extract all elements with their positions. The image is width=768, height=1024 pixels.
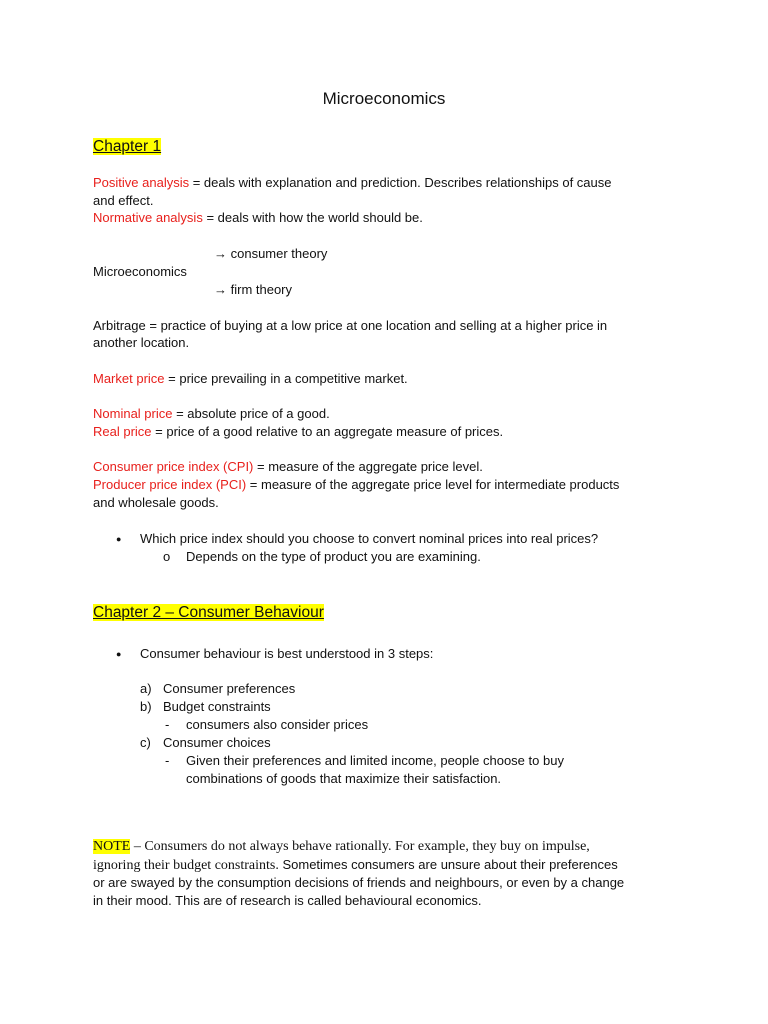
- chapter-1-heading: [93, 137, 161, 157]
- nominal-price-term: Nominal price: [93, 406, 173, 421]
- note-line-3: or are swayed by the consumption decisions of friends and neighbours, or even by a change: [93, 875, 625, 890]
- ppi-line-2: and wholesale goods.: [93, 495, 219, 510]
- chapter-2-heading: [93, 603, 324, 623]
- step-a-marker: a): [140, 681, 152, 696]
- ppi-line: [93, 476, 619, 494]
- note-text: – Consumers do not always behave rationally. For example, they buy on impulse,: [130, 839, 590, 854]
- step-b-text: Budget constraints: [163, 699, 271, 714]
- bullet-icon: ●: [116, 534, 122, 544]
- nominal-price-line: [93, 405, 330, 423]
- chapter-1-heading-text: Chapter 1: [93, 138, 162, 155]
- right-arrow-icon: →: [214, 246, 227, 261]
- real-price-definition: = price of a good relative to an aggregate measure of prices.: [151, 424, 504, 439]
- step-c-marker: c): [140, 735, 151, 750]
- note-label: NOTE: [93, 839, 131, 854]
- market-price-term: Market price: [93, 371, 165, 386]
- sub-bullet-icon: o: [163, 549, 171, 564]
- positive-analysis-definition: = deals with explanation and prediction. Describes relationships of cause: [189, 175, 612, 190]
- note-line: [93, 838, 590, 856]
- right-arrow-icon: →: [214, 282, 227, 297]
- arbitrage-line: Arbitrage = practice of buying at a low price at one location and selling at a higher price in: [93, 318, 608, 333]
- positive-analysis-term: Positive analysis: [93, 175, 190, 190]
- positive-analysis-line-2: and effect.: [93, 193, 154, 208]
- normative-analysis-term: Normative analysis: [93, 210, 203, 225]
- dash-icon: -: [165, 753, 170, 768]
- cpi-line: [93, 458, 483, 476]
- note-text-rest: Sometimes consumers are unsure about their preferences: [278, 857, 618, 872]
- consumer-theory-label: consumer theory: [227, 246, 328, 261]
- nominal-price-definition: = absolute price of a good.: [172, 406, 330, 421]
- note-line-2: [93, 856, 618, 875]
- steps-intro: Consumer behaviour is best understood in 3 steps:: [140, 646, 434, 661]
- ppi-definition: = measure of the aggregate price level for intermediate products: [246, 477, 620, 492]
- note-line-4: in their mood. This are of research is called behavioural economics.: [93, 893, 482, 908]
- firm-theory-label: firm theory: [227, 282, 293, 297]
- step-a-text: Consumer preferences: [163, 681, 296, 696]
- note-text-serif: ignoring their budget constraints.: [93, 858, 279, 873]
- cpi-term: Consumer price index (CPI): [93, 459, 254, 474]
- normative-analysis-definition: = deals with how the world should be.: [202, 210, 423, 225]
- step-c-text: Consumer choices: [163, 735, 271, 750]
- microeconomics-label: Microeconomics: [93, 264, 187, 279]
- step-b-marker: b): [140, 699, 152, 714]
- real-price-term: Real price: [93, 424, 152, 439]
- document-title: Microeconomics: [322, 89, 446, 108]
- consumer-theory-branch: [214, 245, 327, 263]
- normative-analysis-line: [93, 209, 423, 227]
- step-c-note: Given their preferences and limited income, people choose to buy: [186, 753, 564, 768]
- market-price-definition: = price prevailing in a competitive market.: [164, 371, 408, 386]
- bullet-icon: ●: [116, 649, 122, 659]
- price-index-question: Which price index should you choose to convert nominal prices into real prices?: [140, 531, 599, 546]
- step-b-note: consumers also consider prices: [186, 717, 369, 732]
- cpi-definition: = measure of the aggregate price level.: [253, 459, 483, 474]
- arbitrage-line-2: another location.: [93, 335, 190, 350]
- price-index-answer: Depends on the type of product you are examining.: [186, 549, 481, 564]
- firm-theory-branch: [214, 281, 292, 299]
- market-price-line: [93, 370, 408, 388]
- dash-icon: -: [165, 717, 170, 732]
- ppi-term: Producer price index (PCI): [93, 477, 247, 492]
- chapter-2-heading-text: Chapter 2 – Consumer Behaviour: [93, 604, 324, 621]
- positive-analysis-line: [93, 174, 612, 192]
- real-price-line: [93, 423, 503, 441]
- step-c-note-2: combinations of goods that maximize their satisfaction.: [186, 771, 502, 786]
